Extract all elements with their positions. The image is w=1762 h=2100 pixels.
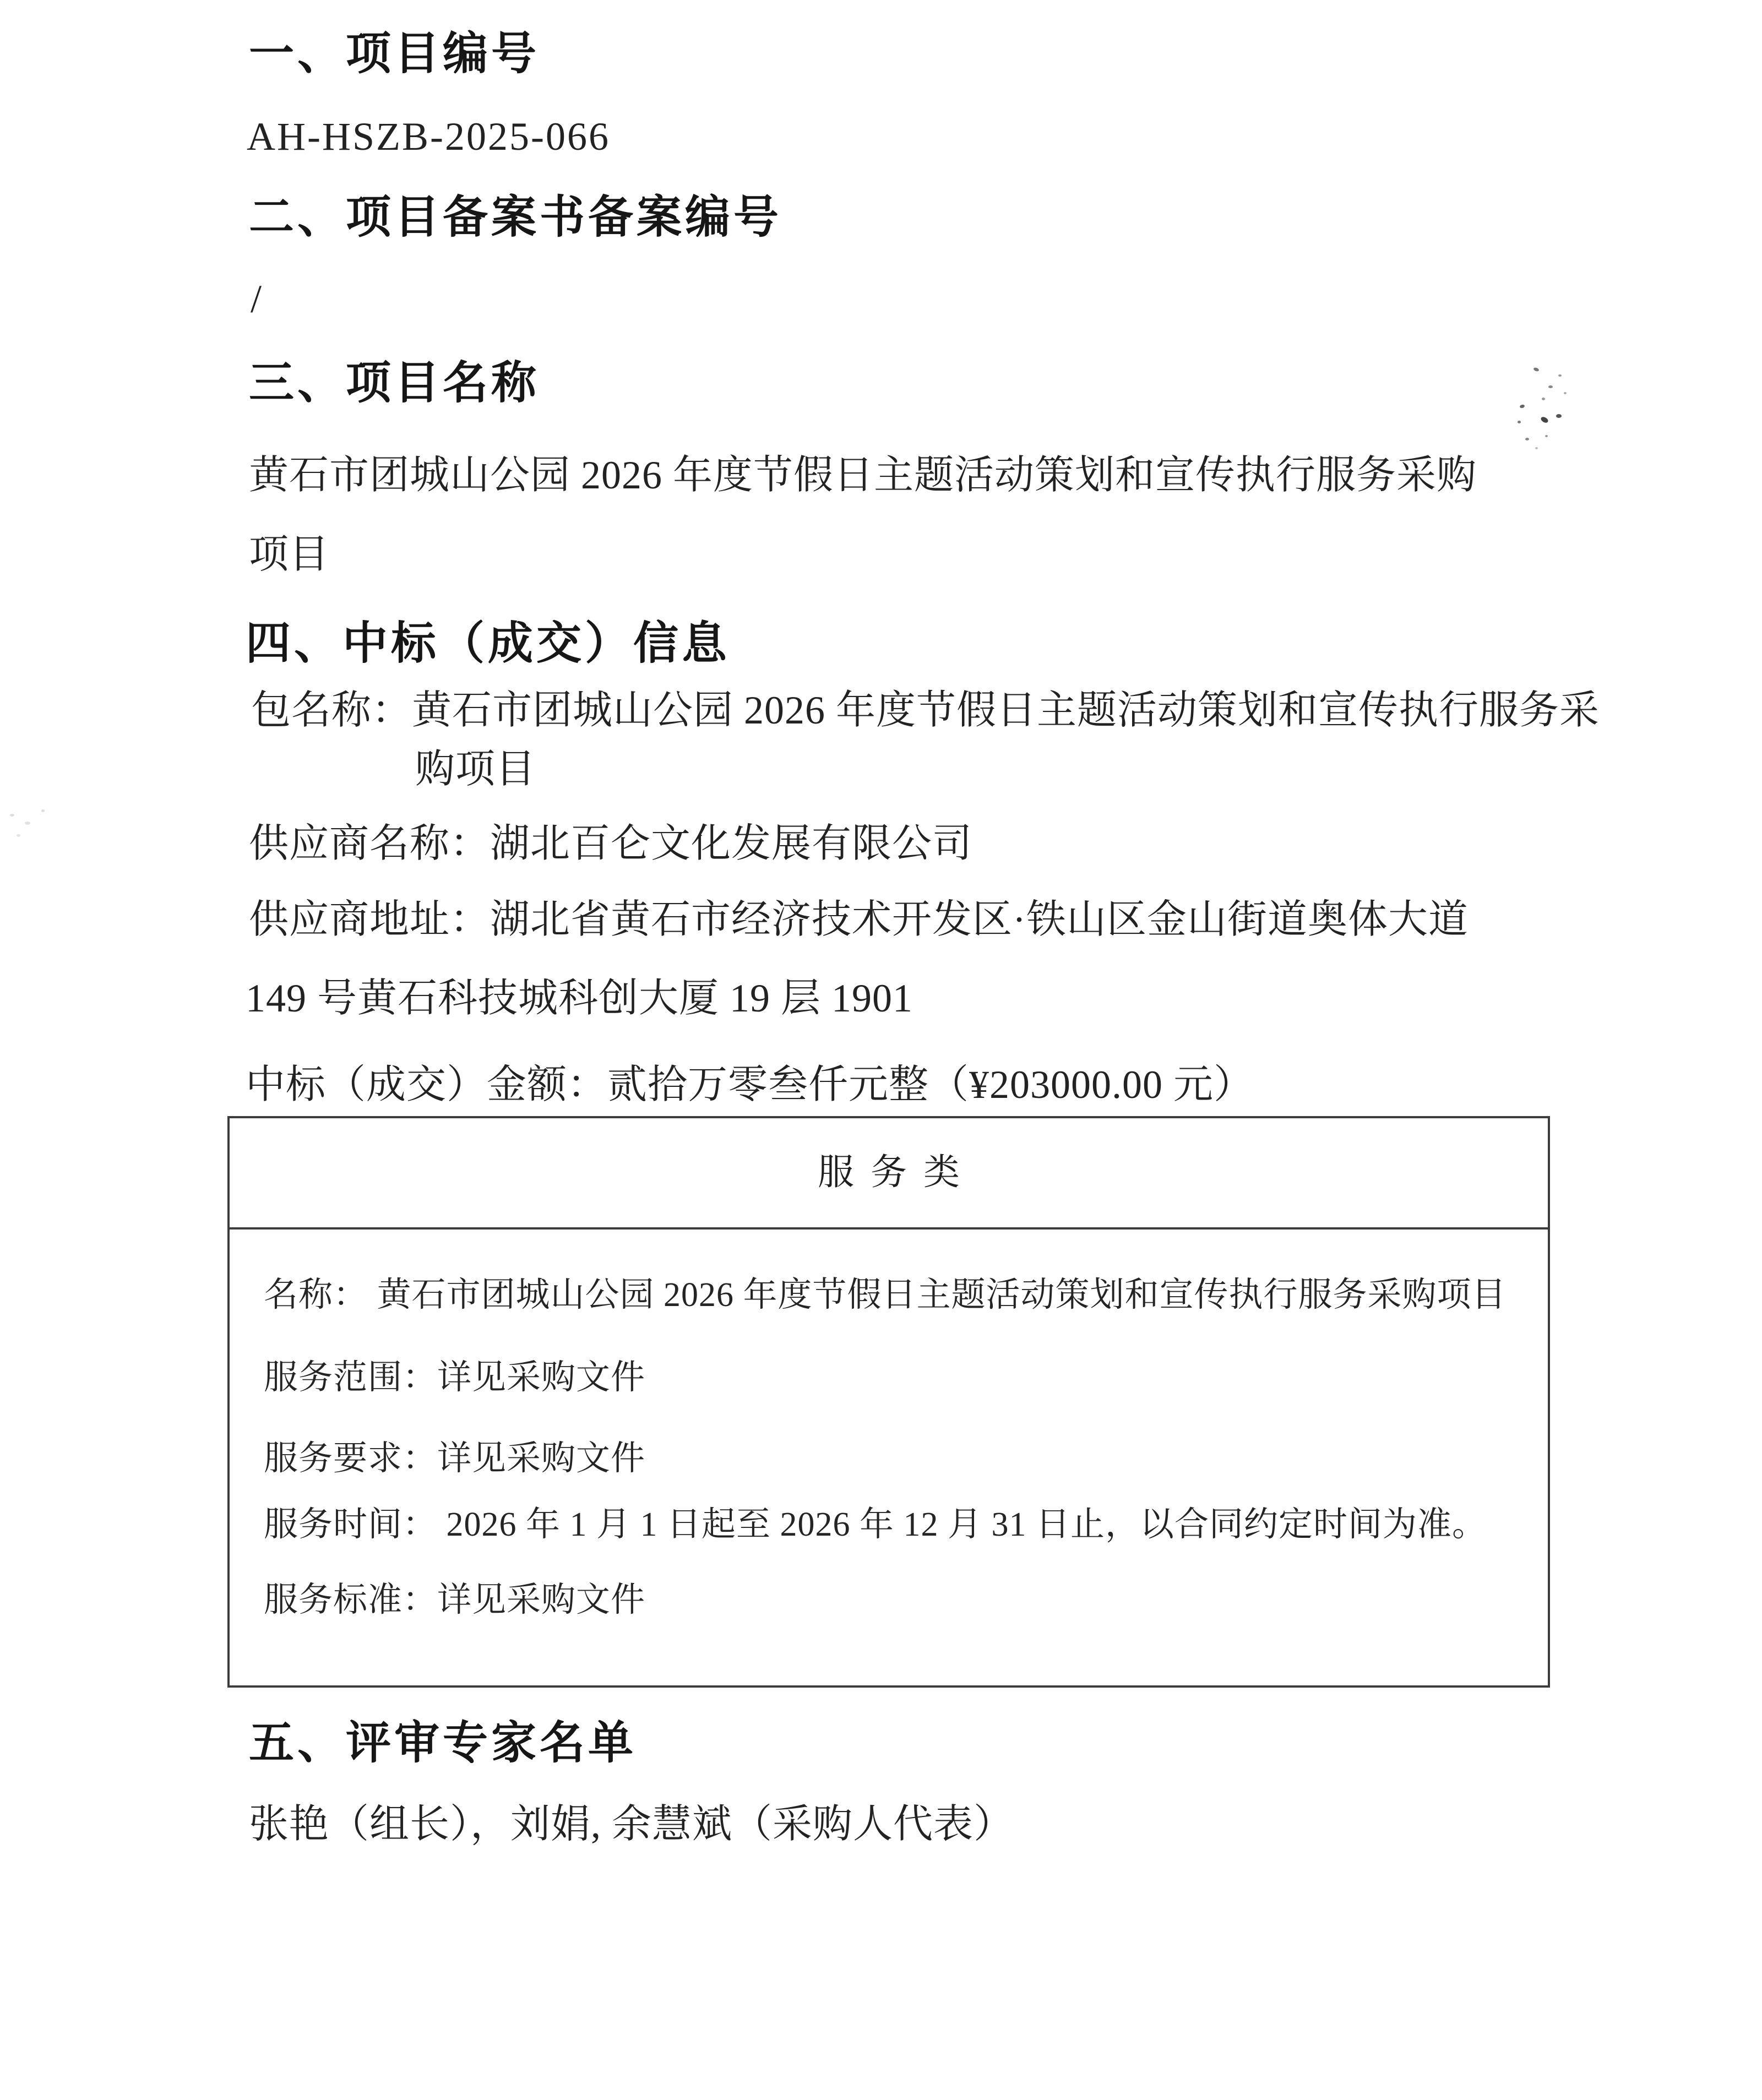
project-name-line1: 黄石市团城山公园 2026 年度节假日主题活动策划和宣传执行服务采购 — [249, 453, 1477, 497]
service-table-row-name: 名称： 黄石市团城山公园 2026 年度节假日主题活动策划和宣传执行服务采购项目 — [264, 1276, 1507, 1314]
service-table-row-standard: 服务标准：详见采购文件 — [264, 1581, 646, 1619]
section-3-heading: 三、项目名称 — [249, 358, 540, 408]
service-table-header: 服务类 — [230, 1118, 1548, 1229]
section-1-heading: 一、项目编号 — [249, 29, 540, 79]
section-2-heading: 二、项目备案书备案编号 — [249, 192, 782, 242]
filing-number-value: / — [251, 277, 263, 321]
supplier-address-line2: 149 号黄石科技城科创大厦 19 层 1901 — [246, 976, 913, 1020]
service-table-row-time: 服务时间： 2026 年 1 月 1 日起至 2026 年 12 月 31 日止，以合同约定时间为准。 — [264, 1506, 1487, 1543]
project-name-line2: 项目 — [249, 532, 330, 576]
section-4-heading: 四、中标（成交）信息 — [246, 618, 731, 668]
service-table-row-requirement: 服务要求：详见采购文件 — [264, 1440, 646, 1477]
expert-names: 张艳（组长），刘娟, 余慧斌（采购人代表） — [249, 1802, 1014, 1846]
award-amount: 中标（成交）金额：贰拾万零叁仟元整（¥203000.00 元） — [246, 1063, 1254, 1107]
supplier-name: 供应商名称：湖北百仑文化发展有限公司 — [249, 821, 973, 866]
package-name-line2: 购项目 — [415, 747, 536, 791]
project-number-value: AH-HSZB-2025-066 — [247, 115, 610, 159]
package-name-line1: 包名称：黄石市团城山公园 2026 年度节假日主题活动策划和宣传执行服务采 — [251, 688, 1600, 732]
service-category-table — [227, 1116, 1550, 1688]
section-5-heading: 五、评审专家名单 — [249, 1718, 637, 1768]
service-table-row-scope: 服务范围：详见采购文件 — [264, 1359, 646, 1396]
supplier-address-line1: 供应商地址：湖北省黄石市经济技术开发区·铁山区金山街道奥体大道 — [249, 897, 1469, 942]
